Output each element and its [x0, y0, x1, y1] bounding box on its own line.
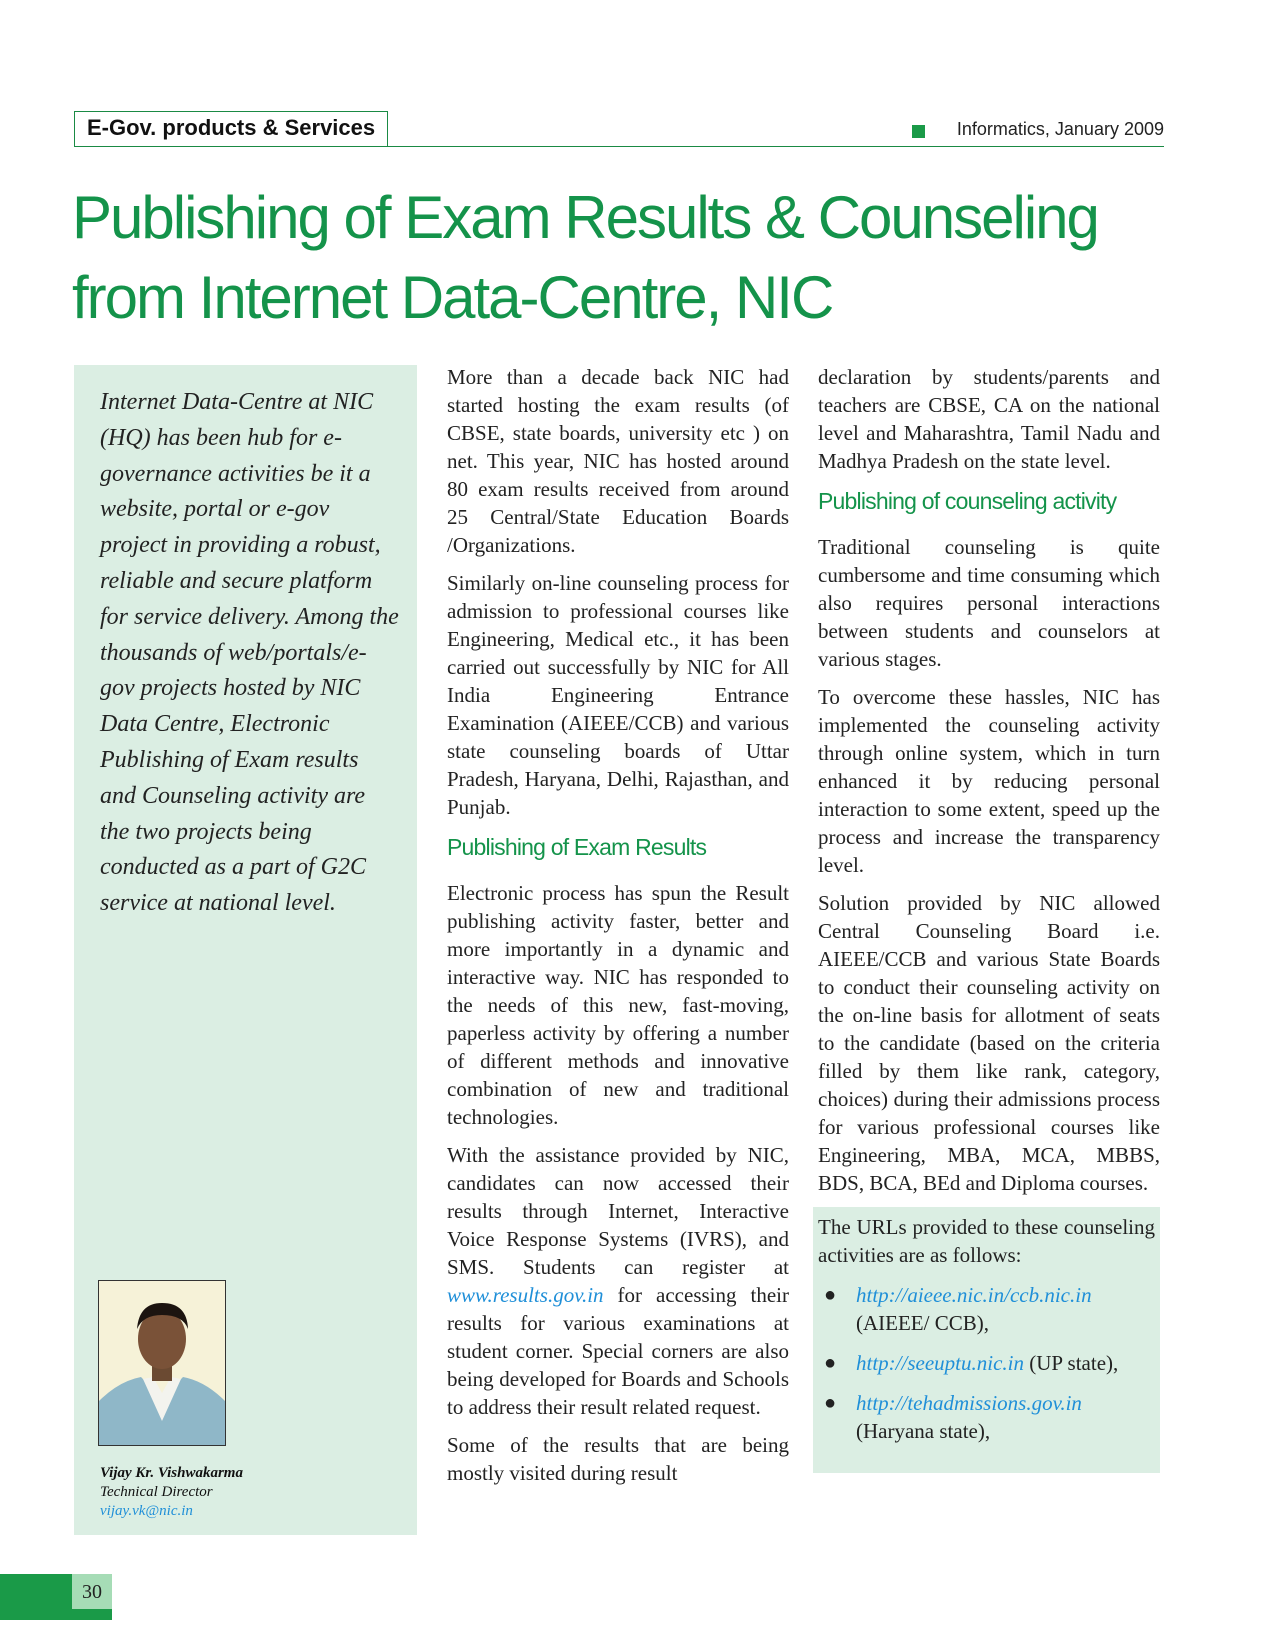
url-box [813, 1207, 1160, 1473]
aieee-link[interactable]: http://aieee.nic.in/ccb.nic.in [856, 1283, 1092, 1307]
bullet-icon: ● [824, 1352, 837, 1374]
paragraph: To overcome these hassles, NIC has implemented the counseling activity through online system, which in turn enhanced it by reducing personal interaction to some extent, speed up the process and increase the transparency level. [818, 685, 1160, 877]
author-block [100, 1464, 400, 1521]
header-rule [74, 146, 1164, 147]
results-site-link[interactable]: www.results.gov.in [447, 1283, 604, 1307]
list-item [818, 1281, 1155, 1337]
seeuptu-link[interactable]: http://seeuptu.nic.in [856, 1351, 1024, 1375]
list-item [818, 1349, 1155, 1377]
url-note: (AIEEE/ CCB), [856, 1311, 989, 1335]
paragraph [447, 1141, 789, 1421]
url-list [818, 1281, 1155, 1445]
issue-marker-square [912, 125, 925, 138]
bullet-icon: ● [824, 1284, 837, 1306]
author-portrait-image [99, 1281, 225, 1445]
author-email-link[interactable]: vijay.vk@nic.in [100, 1503, 193, 1519]
page-number: 30 [82, 1581, 102, 1603]
paragraph: Some of the results that are being mostly visited during result [447, 1433, 789, 1485]
article-column-3 [818, 363, 1160, 1473]
url-note: (UP state), [1029, 1351, 1119, 1375]
subheading-exam-results: Publishing of Exam Results [447, 834, 707, 860]
url-intro: The URLs provided to these counseling activities are as follows: [818, 1215, 1155, 1267]
article-column-2 [447, 363, 789, 1497]
pull-quote: Internet Data-Centre at NIC (HQ) has been hub for e-governance activities be it a website, portal or e-gov project in providing a robust, reliable and secure platform for service delivery. Among the thousands of web/portals/e-gov projects hosted by NIC Data Centre, Electronic Publishing of Exam results and Counseling activity are the two projects being conducted as a part of G2C service at national level. [100, 389, 399, 917]
section-tag: E-Gov. products & Services [74, 111, 388, 147]
paragraph: declaration by students/parents and teachers are CBSE, CA on the national level and Maharashtra, Tamil Nadu and Madhya Pradesh on the state level. [818, 365, 1160, 473]
url-note: (Haryana state), [856, 1419, 991, 1443]
footer-bar-bottom [72, 1609, 112, 1620]
subheading-counseling: Publishing of counseling activity [818, 488, 1117, 514]
paragraph: Traditional counseling is quite cumbersome and time consuming which also requires personal interactions between students and counselors at various stages. [818, 535, 1160, 671]
author-role: Technical Director [100, 1484, 213, 1500]
tehadmissions-link[interactable]: http://tehadmissions.gov.in [856, 1391, 1082, 1415]
issue-line: Informatics, January 2009 [956, 119, 1164, 139]
paragraph: Solution provided by NIC allowed Central Counseling Board i.e. AIEEE/CCB and various State Boards to conduct their counseling activity on the on-line basis for allotment of seats to the candidate (based on the criteria filled by them like rank, category, choices) during their admissions process for various professional courses like Engineering, MBA, MCA, MBBS, BDS, BCA, BEd and Diploma courses. [818, 891, 1160, 1195]
page-title: Publishing of Exam Results & Counseling from Internet Data-Centre, NIC [72, 184, 1098, 331]
bullet-icon: ● [824, 1392, 837, 1414]
author-photo [98, 1280, 226, 1446]
paragraph: More than a decade back NIC had started hosting the exam results (of CBSE, state boards, university etc ) on net. This year, NIC has hosted around 80 exam results received from around 25 Central/State Education Boards /Organizations. [447, 365, 789, 557]
author-name: Vijay Kr. Vishwakarma [100, 1465, 243, 1481]
footer-bar [0, 1574, 72, 1620]
list-item [818, 1389, 1155, 1445]
paragraph-text: With the assistance provided by NIC, candidates can now accessed their results through Internet, Interactive Voice Response Systems (IVRS), and SMS. Students can register at [447, 1143, 789, 1279]
paragraph-text: for accessing their results for various examinations at student corner. Special corners are also being developed for Boards and Schools to address their result related request. [447, 1283, 789, 1419]
paragraph: Similarly on-line counseling process for admission to professional courses like Engineering, Medical etc., it has been carried out successfully by NIC for All India Engineering Entrance Examination (AIEEE/CCB) and various state counseling boards of Uttar Pradesh, Haryana, Delhi, Rajasthan, and Punjab. [447, 571, 789, 819]
paragraph: Electronic process has spun the Result publishing activity faster, better and more importantly in a dynamic and interactive way. NIC has responded to the needs of this new, fast-moving, paperless activity by offering a number of different methods and innovative combination of new and traditional technologies. [447, 881, 789, 1129]
